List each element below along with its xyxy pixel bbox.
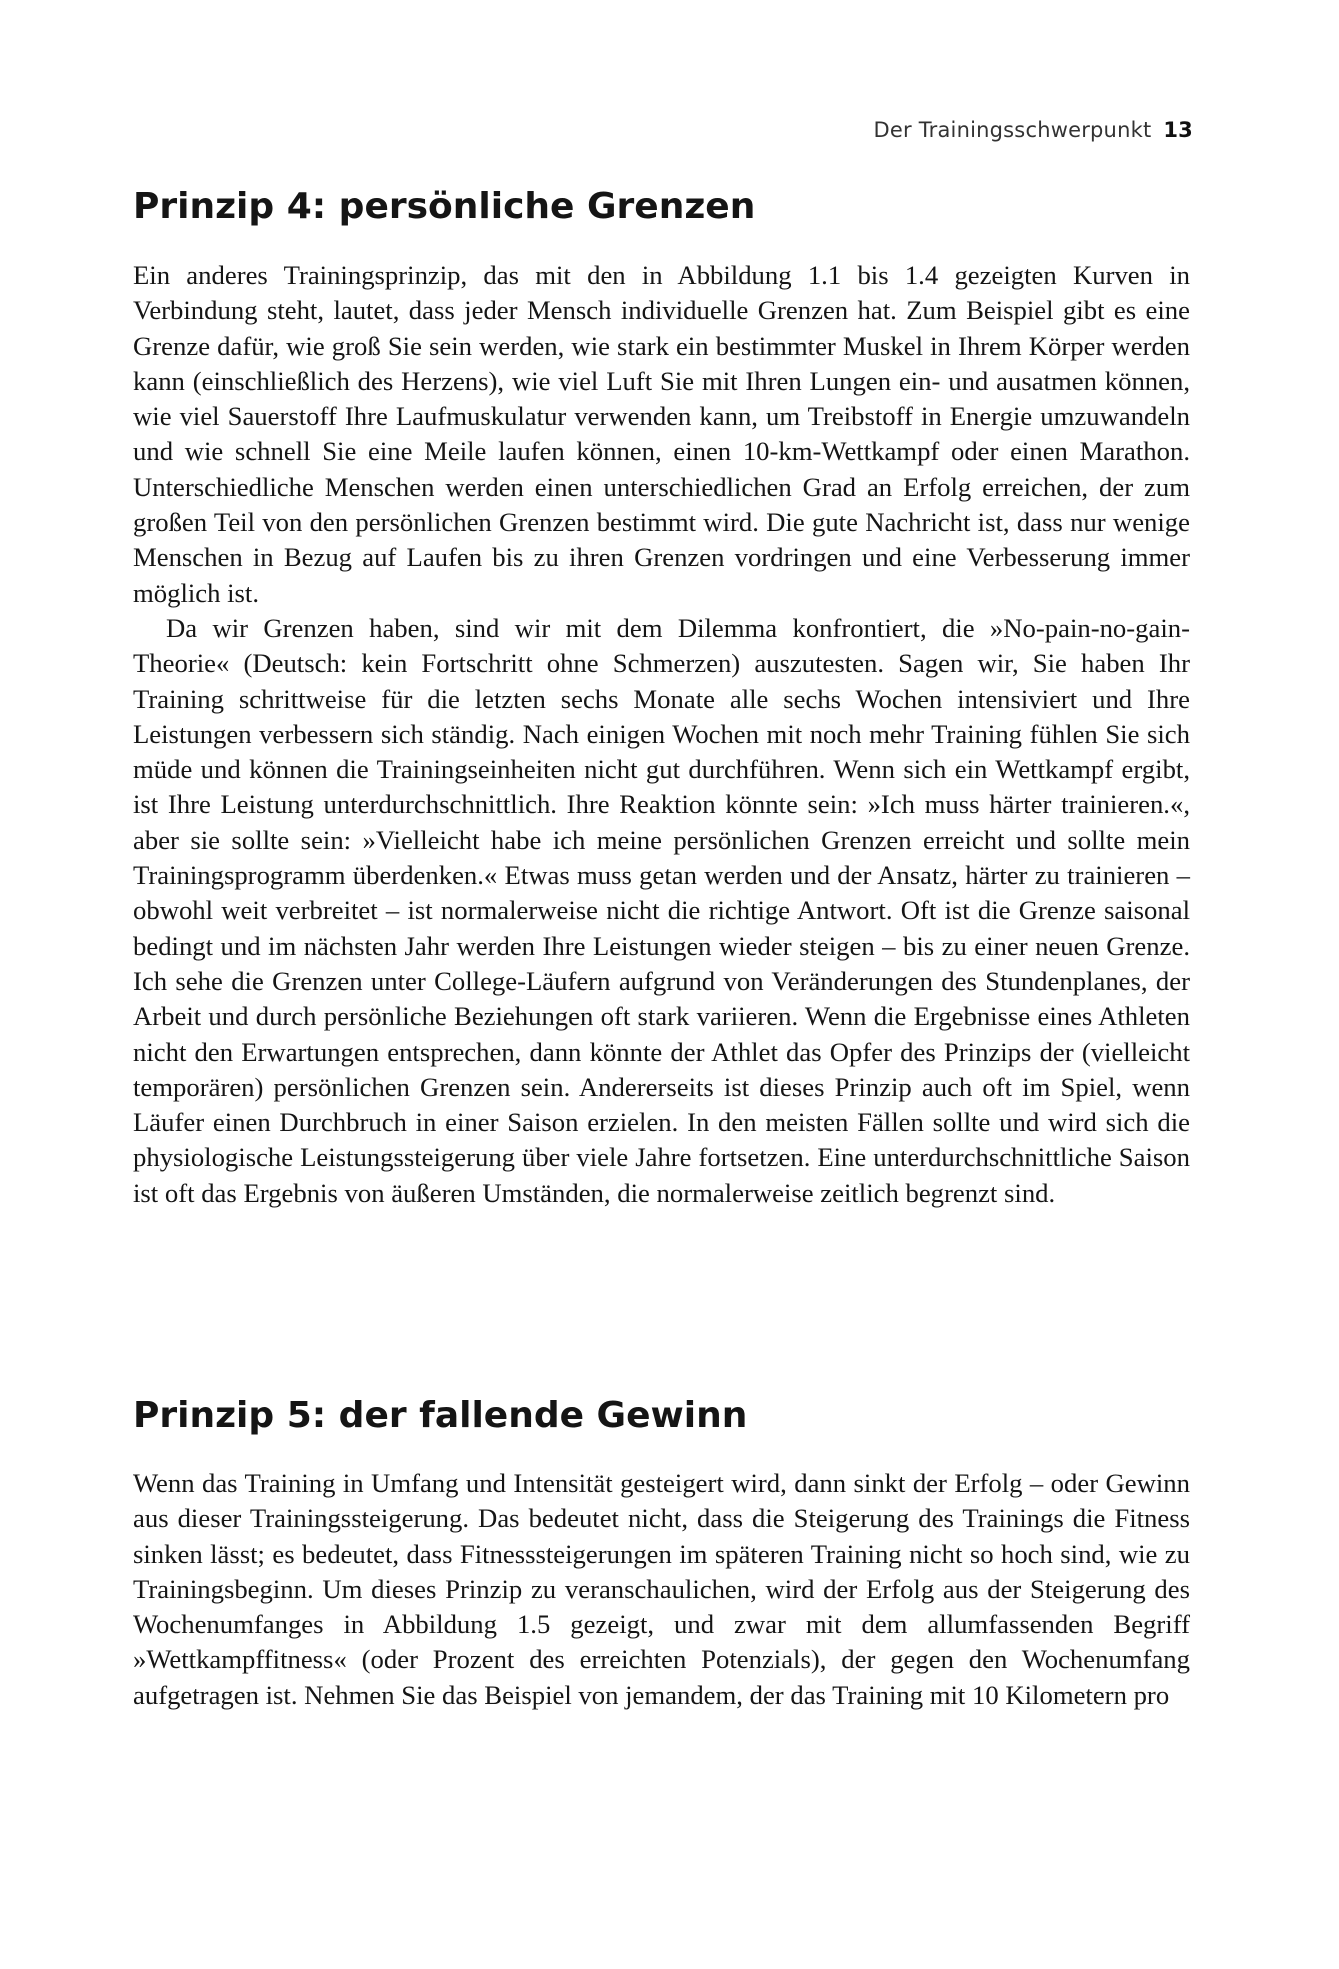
section-body-prinzip-4 <box>133 258 1190 1211</box>
section-body-prinzip-5 <box>133 1466 1190 1713</box>
paragraph: Wenn das Training in Umfang und Intensität gesteigert wird, dann sinkt der Erfolg – oder Gewinn aus dieser Trainingssteigerung. Das bedeutet nicht, dass die Steigerung des Trainings die Fitness sinken lässt; es bedeutet, dass Fitnesssteigerungen im späteren Training nicht so hoch sind, wie zu Trainingsbeginn. Um dieses Prinzip zu veranschaulichen, wird der Erfolg aus der Steigerung des Wochenumfanges in Abbildung 1.5 gezeigt, und zwar mit dem allumfassenden Begriff »Wettkampffitness« (oder Prozent des erreichten Potenzials), der gegen den Wochenumfang aufgetragen ist. Nehmen Sie das Beispiel von jemandem, der das Training mit 10 Kilometern pro <box>133 1468 1190 1710</box>
running-head <box>874 118 1194 142</box>
section-heading-prinzip-4: Prinzip 4: persönliche Grenzen <box>133 186 756 227</box>
paragraph: Da wir Grenzen haben, sind wir mit dem Dilemma konfrontiert, die »No-pain-no-gain-Theorie« (Deutsch: kein Fortschritt ohne Schmerzen) auszutesten. Sagen wir, Sie haben Ihr Training schrittweise für die letzten sechs Monate alle sechs Wochen intensiviert und Ihre Leistungen verbessern sich ständig. Nach einigen Wochen mit noch mehr Training fühlen Sie sich müde und können die Trainingseinheiten nicht gut durchführen. Wenn sich ein Wettkampf ergibt, ist Ihre Leistung unterdurchschnittlich. Ihre Reaktion könnte sein: »Ich muss härter trainieren.«, aber sie sollte sein: »Vielleicht habe ich meine persönlichen Grenzen erreicht und sollte mein Trainingsprogramm überdenken.« Etwas muss getan werden und der Ansatz, härter zu trainieren – obwohl weit verbreitet – ist normalerweise nicht die richtige Antwort. Oft ist die Grenze saisonal bedingt und im nächsten Jahr werden Ihre Leistungen wieder steigen – bis zu einer neuen Grenze. Ich sehe die Grenzen unter College-Läufern aufgrund von Veränderungen des Stundenplanes, der Arbeit und durch persönliche Beziehungen oft stark variieren. Wenn die Ergebnisse eines Athleten nicht den Erwartungen entsprechen, dann könnte der Athlet das Opfer des Prinzips der (vielleicht temporären) persönlichen Grenzen sein. Andererseits ist dieses Prinzip auch oft im Spiel, wenn Läufer einen Durchbruch in einer Saison erzielen. In den meisten Fällen sollte und wird sich die physiologische Leistungssteigerung über viele Jahre fortsetzen. Eine unterdurchschnittliche Saison ist oft das Ergebnis von äußeren Umständen, die normalerweise zeitlich begrenzt sind. <box>133 612 1190 1208</box>
page-number: 13 <box>1163 118 1193 142</box>
section-heading-prinzip-5: Prinzip 5: der fallende Gewinn <box>133 1395 748 1436</box>
paragraph: Ein anderes Trainingsprinzip, das mit den in Abbildung 1.1 bis 1.4 gezeigten Kurven in Verbindung steht, lautet, dass jeder Mensch individuelle Grenzen hat. Zum Beispiel gibt es eine Grenze dafür, wie groß Sie sein werden, wie stark ein bestimmter Muskel in Ihrem Körper werden kann (einschließlich des Herzens), wie viel Luft Sie mit Ihren Lungen ein- und ausatmen können, wie viel Sauerstoff Ihre Laufmuskulatur verwenden kann, um Treibstoff in Energie umzuwandeln und wie schnell Sie eine Meile laufen können, einen 10-km-Wettkampf oder einen Marathon. Unterschiedliche Menschen werden einen unterschiedlichen Grad an Erfolg erreichen, der zum großen Teil von den persönlichen Grenzen bestimmt wird. Die gute Nachricht ist, dass nur wenige Menschen in Bezug auf Laufen bis zu ihren Grenzen vordringen und eine Verbesserung immer möglich ist. <box>133 260 1190 608</box>
running-title: Der Trainingsschwerpunkt <box>873 118 1152 142</box>
